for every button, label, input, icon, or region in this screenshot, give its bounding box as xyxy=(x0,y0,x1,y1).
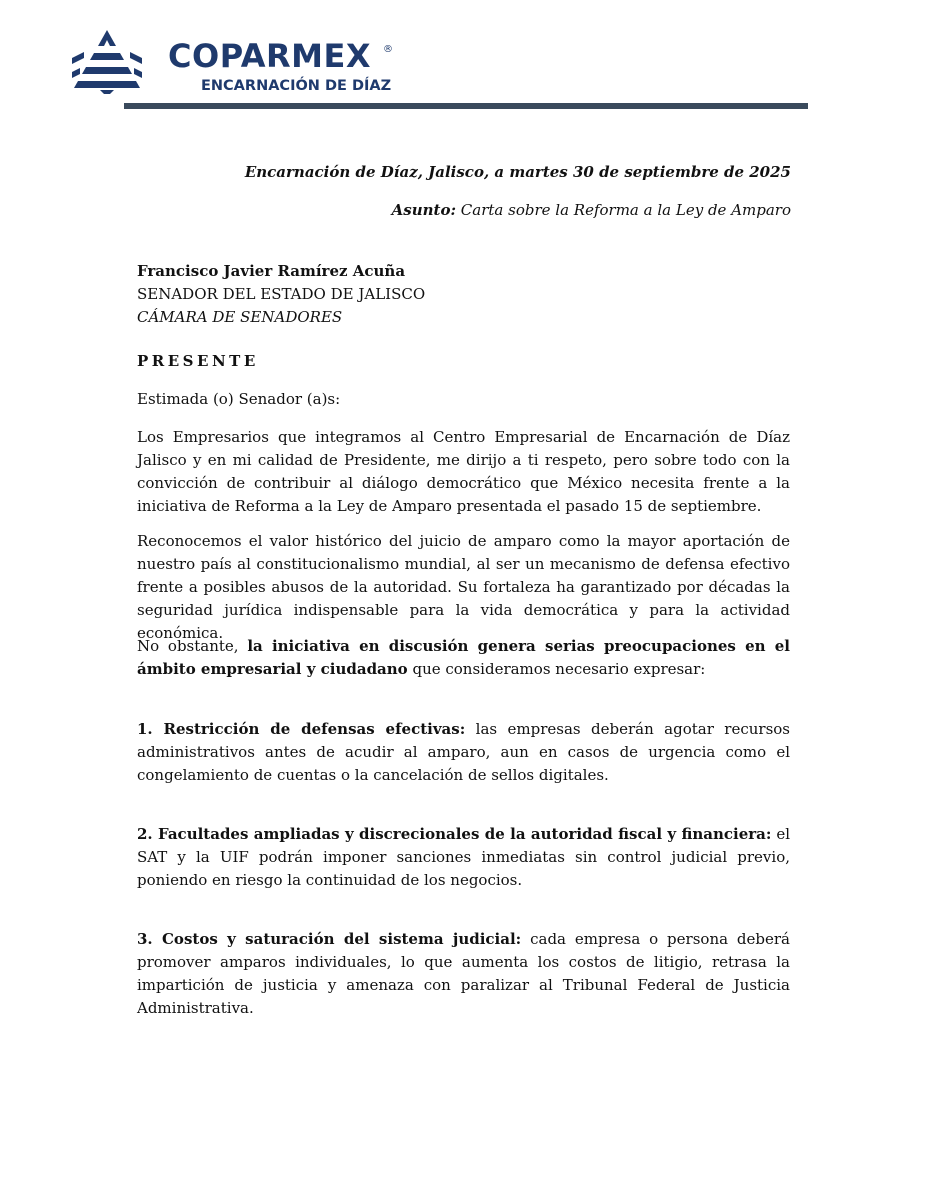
coparmex-logo-icon xyxy=(70,28,144,94)
point-1-title: 1. Restricción de defensas efectivas: xyxy=(137,720,466,738)
paragraph-3-start: No obstante, xyxy=(137,637,248,655)
recipient-name: Francisco Javier Ramírez Acuña xyxy=(137,262,406,280)
point-1-text: las empresas deberán agotar recursos administrativos antes de acudir al amparo, aun en casos de urgencia como el congelamiento de cuentas o la cancelación de sellos digitales. xyxy=(137,720,790,784)
header-divider xyxy=(124,103,808,109)
subject-line xyxy=(392,199,791,222)
paragraph-1: Los Empresarios que integramos al Centro Empresarial de Encarnación de Díaz Jalisco y en mi calidad de Presidente, me dirijo a ti respeto, pero sobre todo con la convicción de contribuir al diálogo democrático que México necesita frente a la iniciativa de Reforma a la Ley de Amparo presentada el pasado 15 de septiembre. xyxy=(137,428,790,515)
subject-text: Carta sobre la Reforma a la Ley de Amparo xyxy=(456,201,791,219)
paragraph-3 xyxy=(137,635,790,681)
subject-label: Asunto: xyxy=(391,201,457,219)
recipient-block xyxy=(137,260,790,329)
presente-heading: PRESENTE xyxy=(137,352,259,370)
point-2-title: 2. Facultades ampliadas y discrecionales de la autoridad fiscal y financiera: xyxy=(137,825,772,843)
place-date: Encarnación de Díaz, Jalisco, a martes 30 de septiembre de 2025 xyxy=(244,163,791,181)
paragraph-3-emphasis: la iniciativa en discusión genera serias preocupaciones en el ámbito empresarial y ciudadano xyxy=(137,637,790,678)
point-3-text: cada empresa o persona deberá promover amparos individuales, lo que aumenta los costos de litigio, retrasa la impartición de justicia y amenaza con paralizar al Tribunal Federal de Justicia Administrativa. xyxy=(137,930,790,1017)
recipient-title: SENADOR DEL ESTADO DE JALISCO xyxy=(137,285,426,303)
brand-name: COPARMEX xyxy=(168,37,371,75)
point-2 xyxy=(137,823,790,892)
point-1 xyxy=(137,718,790,787)
paragraph-2: Reconocemos el valor histórico del juicio de amparo como la mayor aportación de nuestro país al constitucionalismo mundial, al ser un mecanismo de defensa efectivo frente a posibles abusos de la autoridad. Su fortaleza ha garantizado por décadas la seguridad jurídica indispensable para la vida democrática y para la actividad económica. xyxy=(137,532,790,642)
point-2-text: el SAT y la UIF podrán imponer sanciones inmediatas sin control judicial previo, poniendo en riesgo la continuidad de los negocios. xyxy=(137,825,790,889)
registered-mark: ® xyxy=(383,44,393,55)
paragraph-3-end: que consideramos necesario expresar: xyxy=(407,660,706,678)
point-3 xyxy=(137,928,790,1020)
greeting: Estimada (o) Senador (a)s: xyxy=(137,390,341,408)
recipient-organization: CÁMARA DE SENADORES xyxy=(137,308,343,326)
point-3-title: 3. Costos y saturación del sistema judicial: xyxy=(137,930,522,948)
brand-subtitle: ENCARNACIÓN DE DÍAZ xyxy=(201,78,392,94)
